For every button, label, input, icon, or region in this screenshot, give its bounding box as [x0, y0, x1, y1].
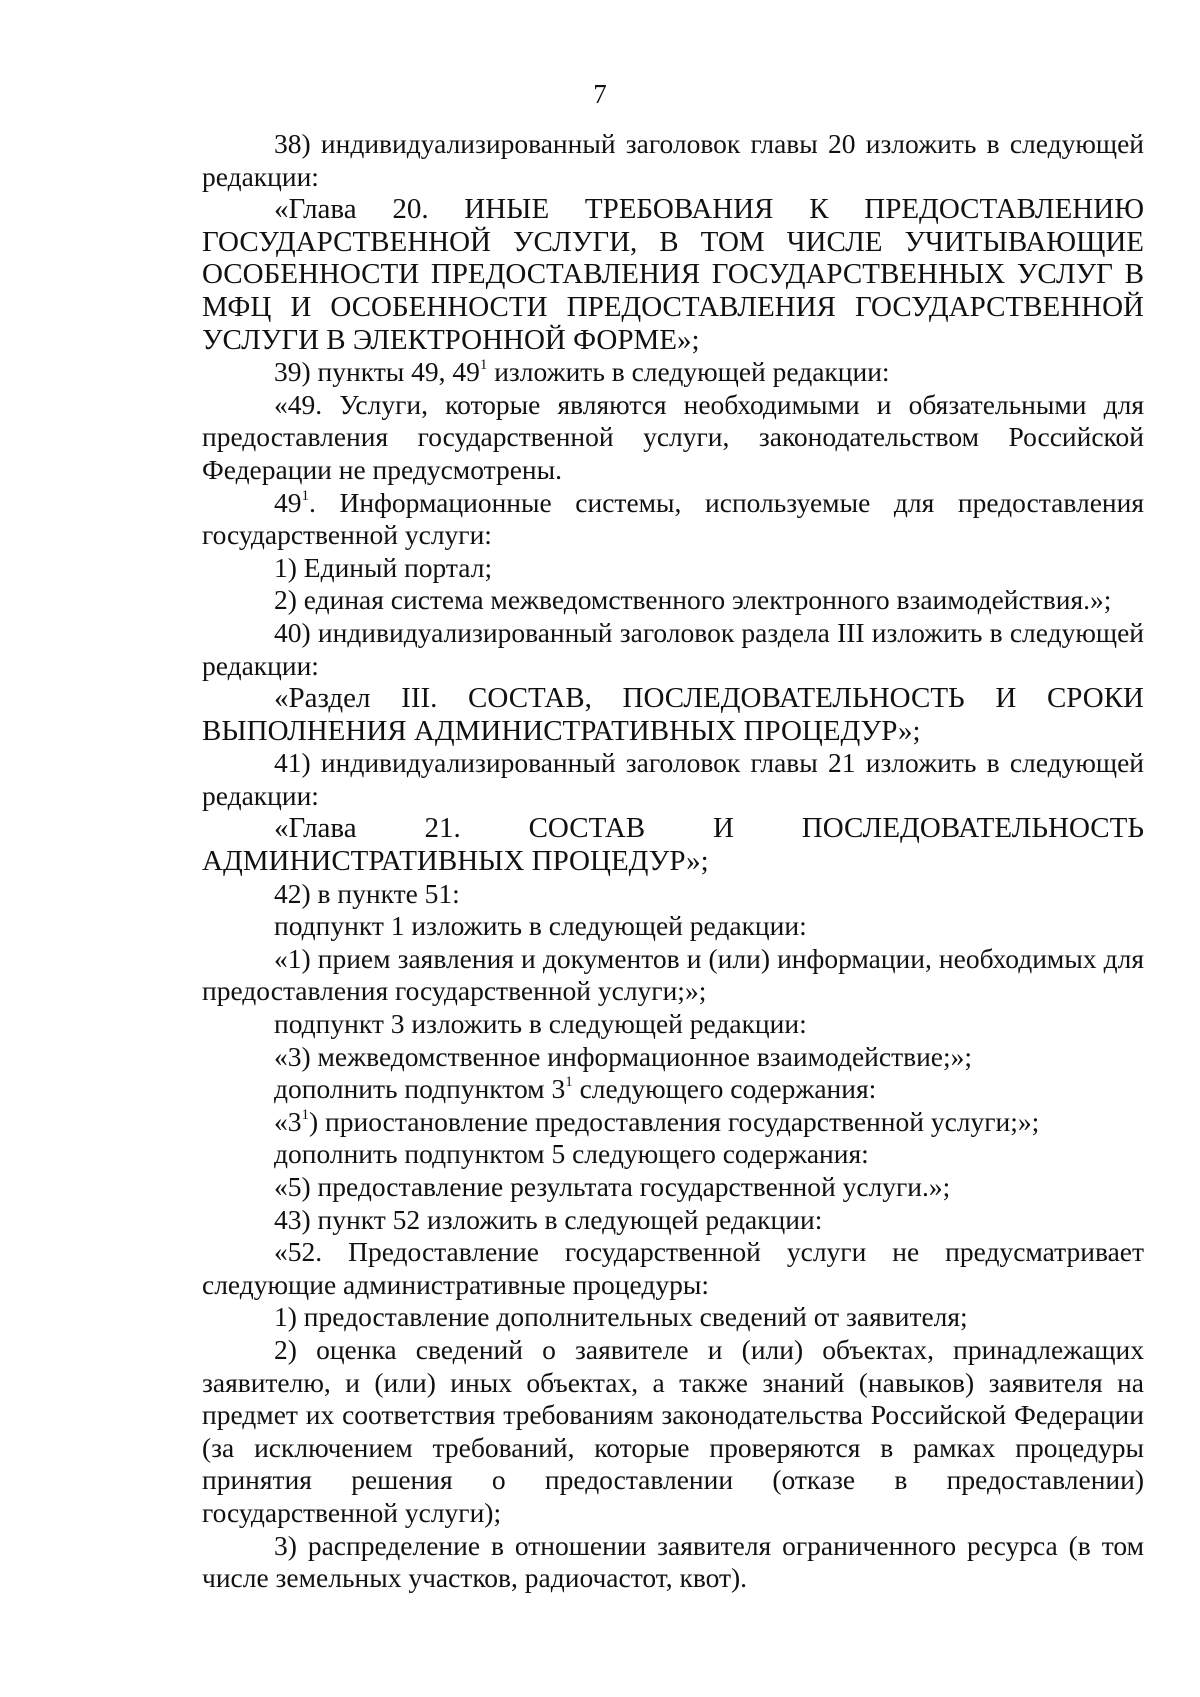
list-item-procedure-2: 2) оценка сведений о заявителе и (или) объектах, принадлежащих заявителю, и (или) иных объектах, а также знаний (навыков) заявителя на предмет их соответствия требованиям законодательства Российской Федерации (за исключением требований, которые проверяются в рамках процедуры принятия решения о предоставлении (отказе в предоставлении) государственной услуги);	[202, 1333, 1144, 1528]
superscript: 1	[565, 1074, 573, 1091]
text-segment: «3	[274, 1105, 302, 1137]
paragraph-subpoint-3-text: «3) межведомственное информационное взаимодействие;»;	[274, 1040, 973, 1072]
paragraph-subpoint-3-intro: подпункт 3 изложить в следующей редакции:	[274, 1008, 807, 1040]
paragraph-item-39	[202, 356, 1144, 389]
paragraph-subpoint-5-text: «5) предоставление результата государственной услуги.»;	[274, 1171, 951, 1202]
list-item-interagency-system: 2) единая система межведомственного электронного взаимодействия.»;	[274, 584, 1112, 616]
text-segment: ) приостановление предоставления государственной услуги;»;	[309, 1105, 1040, 1137]
list-item-single-portal: 1) Единый портал;	[274, 551, 493, 583]
list-item-procedure-1: 1) предоставление дополнительных сведений от заявителя;	[274, 1301, 968, 1333]
paragraph-item-43: 43) пункт 52 изложить в следующей редакции:	[274, 1203, 823, 1235]
text-segment: изложить в следующей редакции:	[487, 356, 890, 388]
text-segment: 49	[274, 486, 302, 518]
paragraph-point-49: «49. Услуги, которые являются необходимыми и обязательными для предоставления государственной услуги, законодательством Российской Федерации не предусмотрены.	[202, 388, 1144, 485]
paragraph-subpoint-5-intro: дополнить подпунктом 5 следующего содержания:	[274, 1138, 869, 1170]
paragraph-item-41: 41) индивидуализированный заголовок главы 21 изложить в следующей редакции:	[202, 747, 1144, 811]
quoted-heading-chapter-21: «Глава 21. СОСТАВ И ПОСЛЕДОВАТЕЛЬНОСТЬ АДМИНИСТРАТИВНЫХ ПРОЦЕДУР»;	[202, 812, 1144, 878]
superscript: 1	[301, 487, 309, 504]
text-segment: 39) пункты 49, 49	[274, 356, 480, 388]
paragraph-item-38: 38) индивидуализированный заголовок главы 20 изложить в следующей редакции:	[202, 128, 1144, 192]
list-item-procedure-3: 3) распределение в отношении заявителя ограниченного ресурса (в том числе земельных участков, радиочастот, квот).	[202, 1529, 1144, 1594]
paragraph-point-49-1	[202, 487, 1144, 552]
superscript: 1	[301, 1106, 309, 1123]
paragraph-item-42: 42) в пункте 51:	[274, 877, 460, 909]
paragraph-subpoint-1-intro: подпункт 1 изложить в следующей редакции:	[274, 910, 807, 942]
superscript: 1	[479, 357, 488, 374]
quoted-heading-section-3: «Раздел III. СОСТАВ, ПОСЛЕДОВАТЕЛЬНОСТЬ И СРОКИ ВЫПОЛНЕНИЯ АДМИНИСТРАТИВНЫХ ПРОЦЕДУР»;	[202, 682, 1144, 747]
paragraph-subpoint-3-1-intro	[202, 1073, 1144, 1106]
quoted-heading-chapter-20: «Глава 20. ИНЫЕ ТРЕБОВАНИЯ К ПРЕДОСТАВЛЕНИЮ ГОСУДАРСТВЕННОЙ УСЛУГИ, В ТОМ ЧИСЛЕ УЧИТЫВАЮЩИЕ ОСОБЕННОСТИ ПРЕДОСТАВЛЕНИЯ ГОСУДАРСТВЕННЫХ УСЛУГ В МФЦ И ОСОБЕННОСТИ ПРЕДОСТАВЛЕНИЯ ГОСУДАРСТВЕННОЙ УСЛУГИ В ЭЛЕКТРОННОЙ ФОРМЕ»;	[202, 193, 1144, 356]
text-segment: дополнить подпунктом 3	[274, 1073, 566, 1105]
paragraph-item-40: 40) индивидуализированный заголовок раздела III изложить в следующей редакции:	[202, 616, 1144, 681]
text-segment: следующего содержания:	[572, 1073, 877, 1105]
paragraph-subpoint-1-text: «1) прием заявления и документов и (или) информации, необходимых для предоставления государственной услуги;»;	[202, 942, 1144, 1007]
paragraph-point-52: «52. Предоставление государственной услуги не предусматривает следующие административные процедуры:	[202, 1236, 1144, 1300]
text-segment: . Информационные системы, используемые для предоставления государственной услуги:	[202, 486, 1144, 551]
document-body	[202, 128, 1144, 1595]
page-number: 7	[593, 79, 607, 109]
paragraph-subpoint-3-1-text	[202, 1106, 1144, 1139]
